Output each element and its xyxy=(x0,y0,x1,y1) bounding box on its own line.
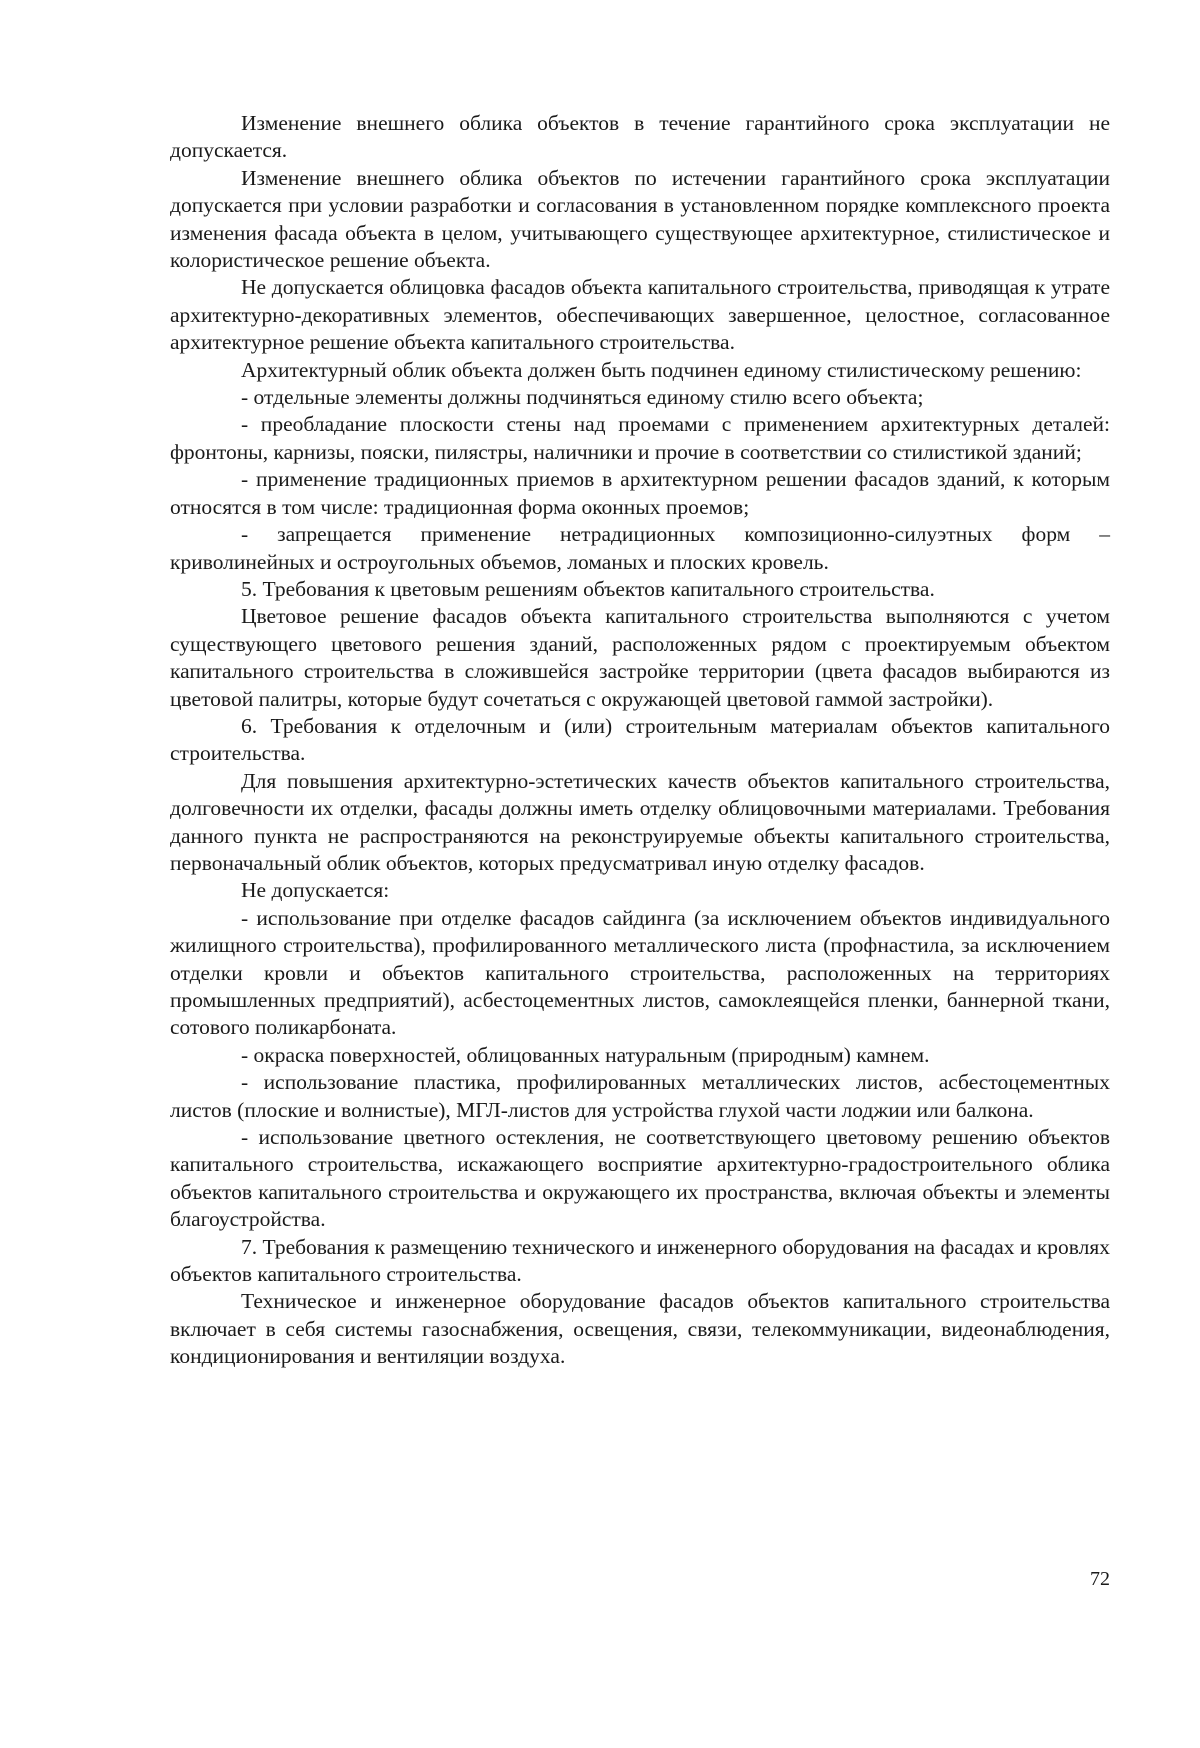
paragraph: Не допускается: xyxy=(241,878,390,903)
section-heading: 7. Требования к размещению технического и инженерного оборудования на фасадах и кровлях объектов капитального строительства. xyxy=(170,1234,1110,1287)
page-number: 72 xyxy=(1090,1568,1110,1590)
list-item: - преобладание плоскости стены над проемами с применением архитектурных деталей: фронтоны, карнизы, пояски, пилястры, наличники и прочие в соответствии со стилистикой зданий; xyxy=(170,412,1110,464)
paragraph: Не допускается облицовка фасадов объекта капитального строительства, приводящая к утрате архитектурно-декоративных элементов, обеспечивающих завершенное, целостное, согласованное архитектурное решение объекта капитального строительства. xyxy=(170,275,1110,355)
paragraph: Архитектурный облик объекта должен быть подчинен единому стилистическому решению: xyxy=(241,357,1082,382)
list-item: - использование цветного остекления, не соответствующего цветовому решению объектов капитального строительства, искажающего восприятие архитектурно-градостроительного облика объектов капитального строительства и окружающего их пространства, включая объекты и элементы благоустройства. xyxy=(170,1125,1110,1232)
section-heading: 5. Требования к цветовым решениям объектов капитального строительства. xyxy=(241,576,935,601)
list-item: - отдельные элементы должны подчиняться единому стилю всего объекта; xyxy=(241,385,924,410)
paragraph: Цветовое решение фасадов объекта капитального строительства выполняются с учетом существующего цветового решения зданий, расположенных рядом с проектируемым объектом капитального строительства в сложившейся застройке территории (цвета фасадов выбираются из цветовой палитры, которые будут сочетаться с окружающей цветовой гаммой застройки). xyxy=(170,604,1110,711)
list-item: - окраска поверхностей, облицованных натуральным (природным) камнем. xyxy=(241,1042,930,1067)
paragraph: Для повышения архитектурно-эстетических качеств объектов капитального строительства, долговечности их отделки, фасады должны иметь отделку облицовочными материалами. Требования данного пункта не распространяются на реконструируемые объекты капитального строительства, первоначальный облик объектов, которых предусматривал иную отделку фасадов. xyxy=(170,768,1110,875)
list-item: - применение традиционных приемов в архитектурном решении фасадов зданий, к которым относятся в том числе: традиционная форма оконных проемов; xyxy=(170,467,1110,519)
document-body xyxy=(170,110,1110,1371)
section-heading: 6. Требования к отделочным и (или) строительным материалам объектов капитального строительства. xyxy=(170,713,1110,766)
paragraph: Техническое и инженерное оборудование фасадов объектов капитального строительства включает в себя системы газоснабжения, освещения, связи, телекоммуникации, видеонаблюдения, кондиционирования и вентиляции воздуха. xyxy=(170,1289,1110,1369)
list-item: - использование пластика, профилированных металлических листов, асбестоцементных листов (плоские и волнистые), МГЛ-листов для устройства глухой части лоджии или балкона. xyxy=(170,1070,1110,1122)
list-item: - использование при отделке фасадов сайдинга (за исключением объектов индивидуального жилищного строительства), профилированного металлического листа (профнастила, за исключением отделки кровли и объектов капитального строительства, расположенных на территориях промышленных предприятий), асбестоцементных листов, самоклеящейся пленки, баннерной ткани, сотового поликарбоната. xyxy=(170,905,1110,1040)
paragraph: Изменение внешнего облика объектов по истечении гарантийного срока эксплуатации допускается при условии разработки и согласования в установленном порядке комплексного проекта изменения фасада объекта в целом, учитывающего существующее архитектурное, стилистическое и колористическое решение объекта. xyxy=(170,165,1110,273)
paragraph: Изменение внешнего облика объектов в течение гарантийного срока эксплуатации не допускается. xyxy=(170,111,1110,163)
list-item: - запрещается применение нетрадиционных композиционно-силуэтных форм – криволинейных и остроугольных объемов, ломаных и плоских кровель. xyxy=(170,522,1110,574)
